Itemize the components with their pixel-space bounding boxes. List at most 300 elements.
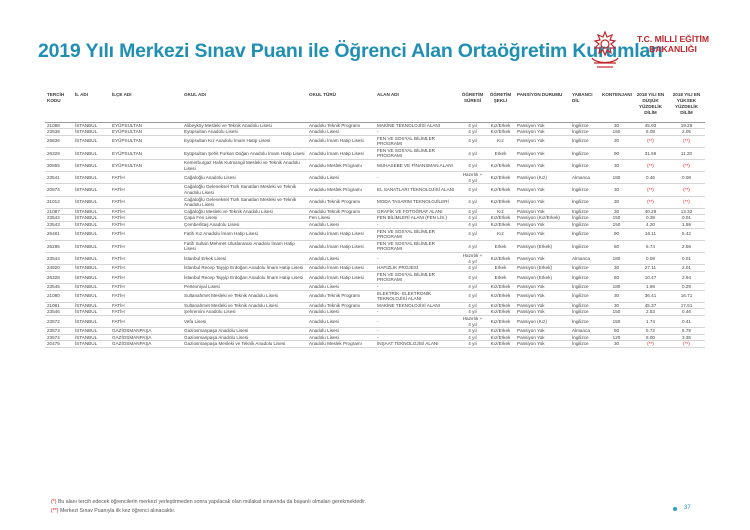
table-cell: 5.72 xyxy=(633,328,668,335)
table-cell: İngilizce xyxy=(570,302,600,309)
table-cell: Kız/Erkek xyxy=(486,160,515,172)
table-cell: Pansiyon Yok xyxy=(515,222,570,229)
table-cell: 4 yıl xyxy=(459,129,486,136)
table-cell: Anadolu Lisesi xyxy=(307,334,375,341)
ministry-emblem-icon xyxy=(584,28,626,72)
table-cell: 21081 xyxy=(45,302,73,309)
table-cell: Pansiyon Yok xyxy=(515,283,570,290)
table-cell: EYÜPSULTAN xyxy=(110,135,182,147)
table-cell: İSTANBUL xyxy=(73,302,110,309)
table-cell: 45.37 xyxy=(633,302,668,309)
table-cell: Alibeyköy Mesleki ve Teknik Anadolu Lisesi xyxy=(182,122,307,129)
table-cell: Pansiyon Yok xyxy=(515,147,570,159)
table-cell: FATİH xyxy=(110,271,182,283)
table-cell: FATİH xyxy=(110,184,182,196)
table-cell: FEN VE SOSYAL BİLİMLER PROGRAMI xyxy=(375,135,459,147)
table-cell: FEN VE SOSYAL BİLİMLER PROGRAMI xyxy=(375,240,459,252)
table-cell: 31.66 xyxy=(633,147,668,159)
page-title: 2019 Yılı Merkezi Sınav Puanı ile Öğrenci Alan Ortaöğretim Kurumları xyxy=(38,40,663,62)
table-cell: 30 xyxy=(600,184,633,196)
table-cell: FATİH xyxy=(110,309,182,316)
table-cell: 4 yıl xyxy=(459,208,486,215)
table-cell: Kız/Erkek xyxy=(486,302,515,309)
table-cell: İSTANBUL xyxy=(73,328,110,335)
table-cell: 6.74 xyxy=(633,240,668,252)
table-cell: EYÜPSULTAN xyxy=(110,147,182,159)
footnote-2-marker: (**) xyxy=(51,507,59,514)
table-cell: İngilizce xyxy=(570,129,600,136)
table-cell: Kemerburgaz Halis Kutmangil Mesleki ve Teknik Anadolu Lisesi xyxy=(182,160,307,172)
table-cell: 4 yıl xyxy=(459,147,486,159)
table-cell: Anadolu Teknik Programı xyxy=(307,302,375,309)
table-cell: FATİH xyxy=(110,302,182,309)
table-cell: Pansiyon Yok xyxy=(515,228,570,240)
table-cell: (**) xyxy=(668,184,705,196)
table-cell: FATİH xyxy=(110,283,182,290)
table-cell: Anadolu İmam Hatip Lisesi xyxy=(307,147,375,159)
table-cell: Erkek xyxy=(486,271,515,283)
column-header: ÖĞRETİM SÜRESİ xyxy=(461,92,484,103)
table-cell: 16.11 xyxy=(633,228,668,240)
table-row xyxy=(45,341,705,348)
table-cell: İSTANBUL xyxy=(73,265,110,272)
table-cell: - xyxy=(375,315,459,327)
table-cell: EYÜPSULTAN xyxy=(110,122,182,129)
table-row xyxy=(45,240,705,252)
table-cell: (**) xyxy=(633,135,668,147)
table-cell: Anadolu İmam Hatip Lisesi xyxy=(307,135,375,147)
table-cell: İSTANBUL xyxy=(73,341,110,348)
table-cell: GAZİOSMANPAŞA xyxy=(110,334,182,341)
table-cell: İngilizce xyxy=(570,147,600,159)
table-row xyxy=(45,172,705,184)
table-cell: Anadolu Meslek Programı xyxy=(307,184,375,196)
table-cell: Fatih Kız Anadolu İmam Hatip Lisesi xyxy=(182,228,307,240)
table-cell: İSTANBUL xyxy=(73,196,110,208)
table-cell: FEN VE SOSYAL BİLİMLER PROGRAMI xyxy=(375,228,459,240)
table-cell: 17.51 xyxy=(668,302,705,309)
table-cell: Kız/Erkek xyxy=(486,222,515,229)
table-cell: İngilizce xyxy=(570,271,600,283)
table-cell: İSTANBUL xyxy=(73,290,110,302)
table-row xyxy=(45,309,705,316)
table-row xyxy=(45,160,705,172)
table-cell: 30855 xyxy=(45,160,73,172)
table-cell: İstanbul Recep Tayyip Erdoğan Anadolu İmam Hatip Lisesi xyxy=(182,265,307,272)
table-cell: Pansiyon Yok xyxy=(515,184,570,196)
table-cell: Almanca xyxy=(570,252,600,264)
table-cell: Anadolu İmam Hatip Lisesi xyxy=(307,228,375,240)
table-cell: Pansiyon Yok xyxy=(515,302,570,309)
table-cell: 90 xyxy=(600,228,633,240)
ministry-name xyxy=(628,34,718,54)
table-cell: Pansiyon (Erkek) xyxy=(515,265,570,272)
table-row xyxy=(45,290,705,302)
table-cell: Anadolu Lisesi xyxy=(307,283,375,290)
table-cell: İngilizce xyxy=(570,265,600,272)
column-header: TERCİH KODU xyxy=(47,92,65,103)
table-cell: Erkek xyxy=(486,240,515,252)
column-header: YABANCI DİL xyxy=(572,92,593,103)
footnote-1 xyxy=(51,498,366,507)
table-cell: 4 yıl xyxy=(459,160,486,172)
table-cell: 0.29 xyxy=(668,283,705,290)
table-cell: Pansiyon (Erkek) xyxy=(515,240,570,252)
table-cell: Pertevniyal Lisesi xyxy=(182,283,307,290)
table-cell: 30 xyxy=(600,160,633,172)
table-cell: MAKİNE TEKNOLOJİSİ ALANI xyxy=(375,122,459,129)
table-cell: 4 yıl xyxy=(459,184,486,196)
table-cell: Kız xyxy=(486,208,515,215)
table-cell: Anadolu Meslek Programı xyxy=(307,341,375,348)
table-cell: 180 xyxy=(600,283,633,290)
table-cell: Pansiyon (Kız) xyxy=(515,172,570,184)
table-cell: MAKİNE TEKNOLOJİSİ ALANI xyxy=(375,302,459,309)
table-cell: Kız/Erkek xyxy=(486,290,515,302)
footnote-1-marker: (*) xyxy=(51,499,57,505)
table-cell: İSTANBUL xyxy=(73,147,110,159)
table-cell: (**) xyxy=(668,160,705,172)
table-cell: 4 yıl xyxy=(459,341,486,348)
table-cell: İSTANBUL xyxy=(73,172,110,184)
table-cell: 21087 xyxy=(45,208,73,215)
table-cell: 4 yıl xyxy=(459,328,486,335)
table-cell: 23539 xyxy=(45,129,73,136)
table-cell: İSTANBUL xyxy=(73,129,110,136)
table-cell: 36.41 xyxy=(633,290,668,302)
table-cell: 0.08 xyxy=(633,252,668,264)
table-cell: 8.00 xyxy=(633,334,668,341)
table-row xyxy=(45,302,705,309)
table-cell: Pansiyon Yok xyxy=(515,309,570,316)
table-cell: Gaziosmanpaşa Mesleki ve Teknik Anadolu Lisesi xyxy=(182,341,307,348)
table-cell: Pansiyon (Kız/Erkek) xyxy=(515,215,570,222)
ministry-name-line2: BAKANLIĞI xyxy=(649,44,697,54)
table-cell: 30 xyxy=(600,208,633,215)
table-cell: EL SANATLARI TEKNOLOJİSİ ALANI xyxy=(375,184,459,196)
ministry-name-line1: T.C. MİLLİ EĞİTİM xyxy=(636,34,710,44)
footnote-1-text: Bu alanı tercih edecek öğrencilerin merkezi yerleştirmeden sonra yapılacak olan mülakat sınavında da başarılı olmaları gerekmektedir. xyxy=(57,499,367,505)
table-cell: Kız/Erkek xyxy=(486,252,515,264)
table-cell: FEN VE SOSYAL BİLİMLER PROGRAMI xyxy=(375,271,459,283)
column-header: OKUL ADI xyxy=(184,92,206,97)
table-cell: Kız/Erkek xyxy=(486,283,515,290)
table-cell: 26328 xyxy=(45,271,73,283)
table-cell: EYÜPSULTAN xyxy=(110,129,182,136)
footnote-2 xyxy=(51,507,366,516)
table-cell: - xyxy=(375,283,459,290)
table-cell: (**) xyxy=(633,341,668,348)
table-cell: Cağaloğlu Geleneksel Türk Sanatları Mesleki ve Teknik Anadolu Lisesi xyxy=(182,184,307,196)
table-cell: Pansiyon (Erkek) xyxy=(515,271,570,283)
table-cell: 23541 xyxy=(45,172,73,184)
table-cell: Anadolu Lisesi xyxy=(307,315,375,327)
table-cell: İngilizce xyxy=(570,215,600,222)
table-row xyxy=(45,147,705,159)
table-cell: FEN BİLİMLERİ ALANI (FEN LİS.) xyxy=(375,215,459,222)
table-cell: 4 yıl xyxy=(459,302,486,309)
table-cell: Almanca xyxy=(570,172,600,184)
table-cell: Cağaloğlu Geleneksel Türk Sanatları Mesleki ve Teknik Anadolu Lisesi xyxy=(182,196,307,208)
table-cell: 1.98 xyxy=(633,283,668,290)
table-cell: Kız/Erkek xyxy=(486,122,515,129)
column-header: İL ADI xyxy=(75,92,89,97)
table-cell: 26329 xyxy=(45,147,73,159)
table-cell: 4 yıl xyxy=(459,135,486,147)
table-cell: Pansiyon Yok xyxy=(515,208,570,215)
table-cell: 4 yıl xyxy=(459,283,486,290)
table-cell: 23572 xyxy=(45,315,73,327)
table-cell: Pansiyon Yok xyxy=(515,160,570,172)
table-cell: Eyüpsultan Anadolu Lisesi xyxy=(182,129,307,136)
footnote-2-text: Merkezi Sınav Puanıyla ilk kez öğrenci alınacaktır. xyxy=(59,507,176,514)
table-cell: Anadolu Lisesi xyxy=(307,222,375,229)
table-cell: 5.42 xyxy=(668,228,705,240)
table-cell: FATİH xyxy=(110,222,182,229)
table-cell: 30 xyxy=(600,265,633,272)
table-cell: 4 yıl xyxy=(459,309,486,316)
table-cell: 30 xyxy=(600,290,633,302)
table-cell: Fatih Sultan Mehmet Uluslararası Anadolu İmam Hatip Lisesi xyxy=(182,240,307,252)
table-cell: 150 xyxy=(600,129,633,136)
table-cell: (**) xyxy=(668,196,705,208)
table-cell: 13.32 xyxy=(668,208,705,215)
table-cell: 60 xyxy=(600,240,633,252)
table-cell: İNŞAAT TEKNOLOJİSİ ALANI xyxy=(375,341,459,348)
table-cell: 0.38 xyxy=(633,215,668,222)
table-cell: Pansiyon Yok xyxy=(515,252,570,264)
table-cell: 26481 xyxy=(45,228,73,240)
table-cell: 26285 xyxy=(45,240,73,252)
table-cell: Kız/Erkek xyxy=(486,334,515,341)
table-cell: FATİH xyxy=(110,228,182,240)
table-cell: 0.46 xyxy=(633,172,668,184)
table-cell: 0.01 xyxy=(668,252,705,264)
table-cell: Gaziosmanpaşa Anadolu Lisesi xyxy=(182,334,307,341)
table-cell: GRAFİK VE FOTOĞRAF ALANI xyxy=(375,208,459,215)
table-cell: 60 xyxy=(600,271,633,283)
table-cell: İngilizce xyxy=(570,341,600,348)
table-cell: İngilizce xyxy=(570,309,600,316)
table-cell: 60 xyxy=(600,328,633,335)
table-cell: 0.41 xyxy=(668,315,705,327)
table-cell: Gaziosmanpaşa Anadolu Lisesi xyxy=(182,328,307,335)
table-cell: 4 yıl xyxy=(459,215,486,222)
table-cell: İSTANBUL xyxy=(73,240,110,252)
table-header-row xyxy=(45,92,705,122)
table-cell: GAZİOSMANPAŞA xyxy=(110,328,182,335)
table-cell: FATİH xyxy=(110,265,182,272)
column-header: ALAN ADI xyxy=(377,92,399,97)
table-row xyxy=(45,271,705,283)
table-cell: 45.93 xyxy=(633,122,668,129)
table-cell: Cağaloğlu Mesleki ve Teknik Anadolu Lisesi xyxy=(182,208,307,215)
table-row xyxy=(45,135,705,147)
table-cell: Anadolu Lisesi xyxy=(307,252,375,264)
table-cell: Kız/Erkek xyxy=(486,309,515,316)
table-cell: - xyxy=(375,328,459,335)
table-cell: 180 xyxy=(600,172,633,184)
page-marker-dot xyxy=(673,507,677,511)
table-cell: Anadolu Meslek Programı xyxy=(307,160,375,172)
table-cell: Anadolu Teknik Programı xyxy=(307,196,375,208)
table-cell: 23544 xyxy=(45,252,73,264)
table-cell: 30 xyxy=(600,122,633,129)
table-row xyxy=(45,334,705,341)
table-cell: İSTANBUL xyxy=(73,135,110,147)
table-cell: İSTANBUL xyxy=(73,315,110,327)
table-cell: FATİH xyxy=(110,290,182,302)
table-cell: Kız/Erkek xyxy=(486,328,515,335)
table-cell: Anadolu Teknik Programı xyxy=(307,122,375,129)
table-cell: İngilizce xyxy=(570,208,600,215)
table-cell: 23545 xyxy=(45,283,73,290)
table-cell: 30 xyxy=(600,135,633,147)
table-cell: Kız/Erkek xyxy=(486,315,515,327)
table-cell: 30 xyxy=(600,341,633,348)
table-cell: 23543 xyxy=(45,222,73,229)
table-cell: Kız/Erkek xyxy=(486,172,515,184)
table-cell: 30 xyxy=(600,196,633,208)
table-cell: İngilizce xyxy=(570,196,600,208)
table-row xyxy=(45,328,705,335)
table-row xyxy=(45,265,705,272)
table-cell: 0.01 xyxy=(668,215,705,222)
table-cell: Anadolu Lisesi xyxy=(307,328,375,335)
column-header: OKUL TÜRÜ xyxy=(309,92,336,97)
table-cell: 150 xyxy=(600,215,633,222)
column-header: ÖĞRETİM ŞEKLİ xyxy=(489,92,512,103)
table-cell: 2.01 xyxy=(668,265,705,272)
table-cell: 20475 xyxy=(45,341,73,348)
table-row xyxy=(45,129,705,136)
table-cell: Sultanahmet Mesleki ve Teknik Anadolu Lisesi xyxy=(182,290,307,302)
table-cell: 120 xyxy=(600,334,633,341)
table-cell: İSTANBUL xyxy=(73,208,110,215)
ministry-logo xyxy=(584,28,714,72)
table-cell: Anadolu Lisesi xyxy=(307,172,375,184)
table-cell: 4 yıl xyxy=(459,265,486,272)
table-row xyxy=(45,208,705,215)
table-cell: 4 yıl xyxy=(459,290,486,302)
table-cell: Kız/Erkek xyxy=(486,184,515,196)
table-cell: 21088 xyxy=(45,122,73,129)
table-cell: Anadolu İmam Hatip Lisesi xyxy=(307,265,375,272)
table-cell: 23573 xyxy=(45,328,73,335)
table-cell: 4 yıl xyxy=(459,228,486,240)
table-cell: 150 xyxy=(600,222,633,229)
table-row xyxy=(45,283,705,290)
table-cell: Kız/Erkek xyxy=(486,196,515,208)
table-cell: İstanbul Recep Tayyip Erdoğan Anadolu İmam Hatip Lisesi xyxy=(182,271,307,283)
table-cell: (**) xyxy=(668,135,705,147)
table-cell: 2.56 xyxy=(668,240,705,252)
table-cell: 27.11 xyxy=(633,265,668,272)
table-cell: 1.74 xyxy=(633,315,668,327)
table-cell: Hazırlık + 4 yıl xyxy=(459,315,486,327)
table-cell: FEN VE SOSYAL BİLİMLER PROGRAMI xyxy=(375,147,459,159)
table-row xyxy=(45,222,705,229)
table-cell: Anadolu Teknik Programı xyxy=(307,208,375,215)
table-cell: İngilizce xyxy=(570,315,600,327)
table-cell: 2.53 xyxy=(633,309,668,316)
table-cell: İngilizce xyxy=(570,334,600,341)
table-cell: Almanca xyxy=(570,328,600,335)
table-cell: Şehremini Anadolu Lisesi xyxy=(182,309,307,316)
table-cell: - xyxy=(375,129,459,136)
table-cell: - xyxy=(375,334,459,341)
table-cell: Vefa Lisesi xyxy=(182,315,307,327)
column-header: İLÇE ADI xyxy=(112,92,132,97)
table-cell: 0.08 xyxy=(668,172,705,184)
table-cell: 4 yıl xyxy=(459,240,486,252)
table-cell: 4 yıl xyxy=(459,222,486,229)
table-cell: 16.71 xyxy=(668,290,705,302)
table-cell: İngilizce xyxy=(570,160,600,172)
table-cell: İngilizce xyxy=(570,290,600,302)
column-header: KONTENJANI xyxy=(602,92,632,97)
table-cell: İSTANBUL xyxy=(73,215,110,222)
table-cell: İngilizce xyxy=(570,228,600,240)
table-cell: Kız/Erkek xyxy=(486,215,515,222)
table-cell: Eyüpsultan Kız Anadolu İmam Hatip Lisesi xyxy=(182,135,307,147)
table-row xyxy=(45,196,705,208)
table-cell: Pansiyon Yok xyxy=(515,328,570,335)
table-cell: İSTANBUL xyxy=(73,252,110,264)
table-cell: Pansiyon Yok xyxy=(515,341,570,348)
table-cell: Pansiyon (Kız) xyxy=(515,315,570,327)
table-cell: 90 xyxy=(600,147,633,159)
table-cell: İSTANBUL xyxy=(73,334,110,341)
table-cell: (**) xyxy=(633,184,668,196)
footnotes xyxy=(51,498,366,515)
table-cell: Pansiyon Yok xyxy=(515,135,570,147)
column-header: 2018 YILI EN YÜKSEK YÜZDELİK DİLİM xyxy=(672,92,701,115)
table-row xyxy=(45,184,705,196)
table-cell: Pansiyon Yok xyxy=(515,122,570,129)
table-cell: 0.46 xyxy=(668,309,705,316)
schools-table xyxy=(45,92,705,348)
table-cell: İSTANBUL xyxy=(73,160,110,172)
table-cell: FATİH xyxy=(110,208,182,215)
table-cell: 150 xyxy=(600,315,633,327)
table-cell: Cağaloğlu Anadolu Lisesi xyxy=(182,172,307,184)
table-cell: 1.99 xyxy=(668,222,705,229)
table-cell: İSTANBUL xyxy=(73,222,110,229)
table-cell: Anadolu Teknik Programı xyxy=(307,290,375,302)
table-cell: GAZİOSMANPAŞA xyxy=(110,341,182,348)
table-cell: 10.47 xyxy=(633,271,668,283)
table-cell: Çemberlitaş Anadolu Lisesi xyxy=(182,222,307,229)
table-cell: 23542 xyxy=(45,215,73,222)
column-header: 2018 YILI EN DÜŞÜK YÜZDELİK DİLİM xyxy=(636,92,665,115)
table-cell: - xyxy=(375,222,459,229)
table-cell: Kız/Erkek xyxy=(486,341,515,348)
table-cell: 4 yıl xyxy=(459,271,486,283)
table-cell: 30 xyxy=(600,302,633,309)
table-cell: FATİH xyxy=(110,172,182,184)
table-cell: 31012 xyxy=(45,196,73,208)
table-cell: Erkek xyxy=(486,265,515,272)
table-cell: İngilizce xyxy=(570,283,600,290)
column-header: PANSİYON DURUMU xyxy=(517,92,563,97)
table-cell: 23574 xyxy=(45,334,73,341)
table-cell: Pansiyon Yok xyxy=(515,129,570,136)
table-cell: Pansiyon Yok xyxy=(515,290,570,302)
table-cell: İSTANBUL xyxy=(73,122,110,129)
table-cell: Hazırlık + 4 yıl xyxy=(459,252,486,264)
table-cell: 40.29 xyxy=(633,208,668,215)
